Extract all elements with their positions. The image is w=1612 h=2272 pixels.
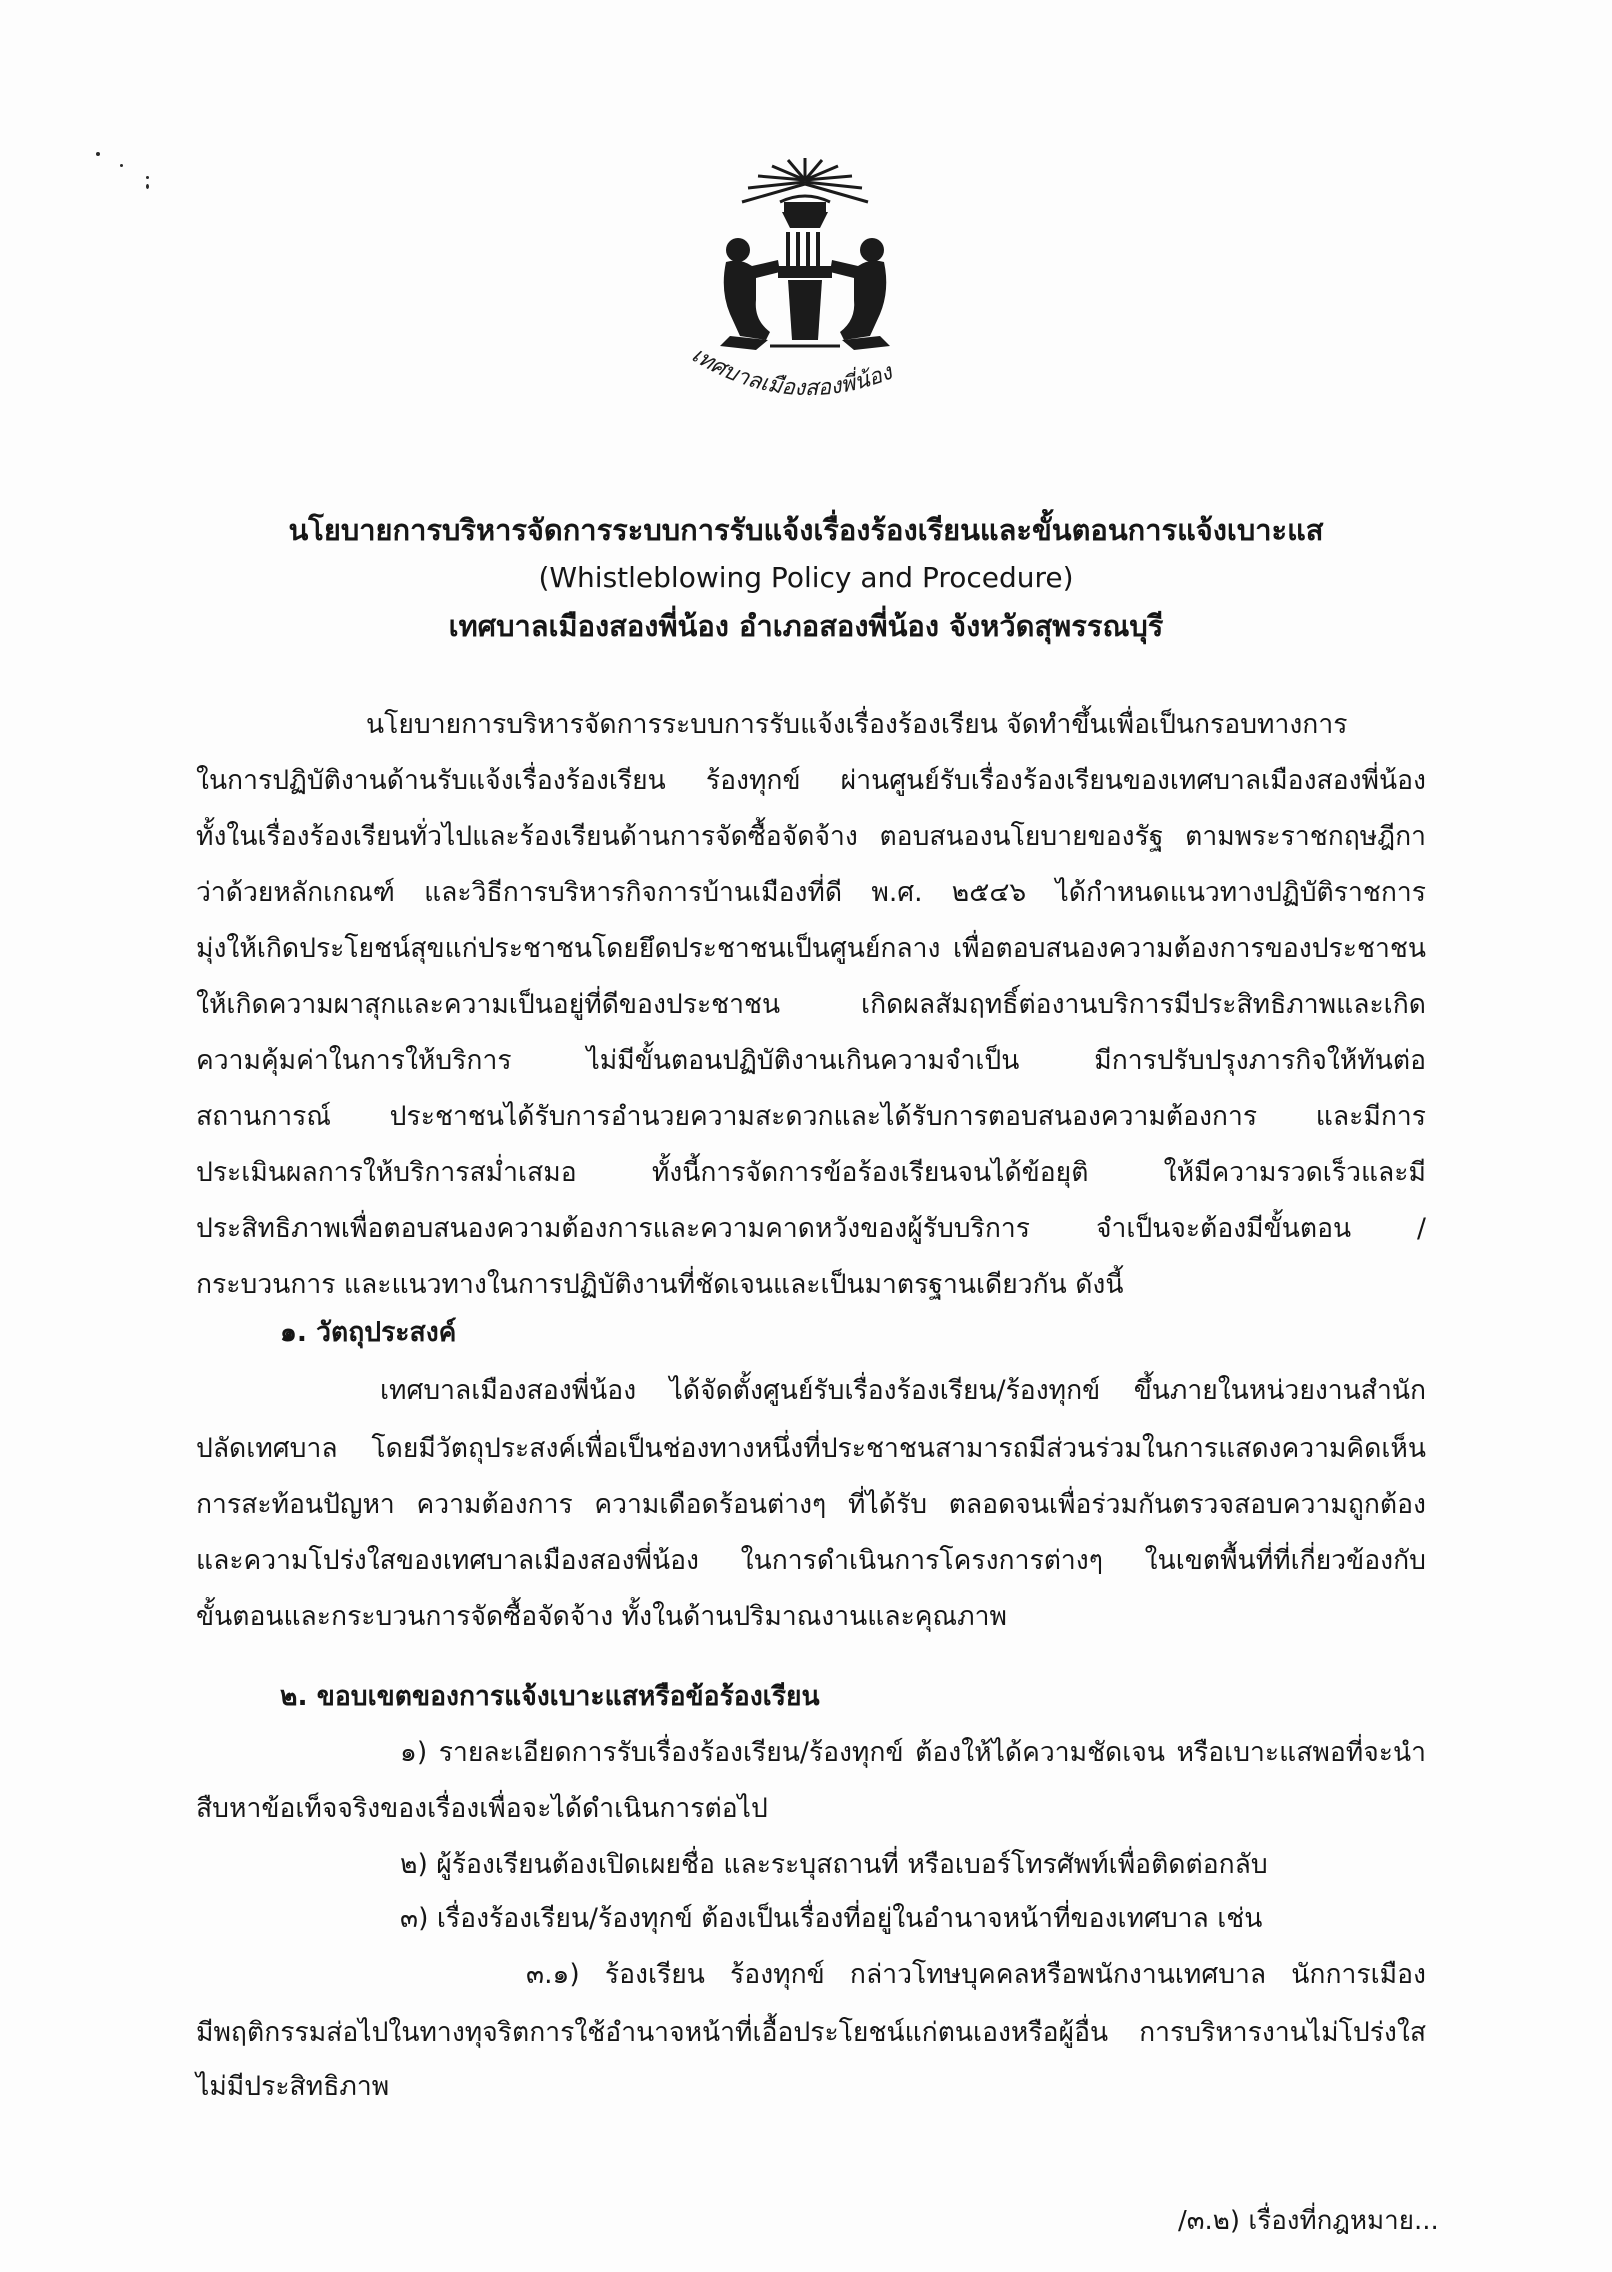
intro-line: สถานการณ์ ประชาชนได้รับการอำนวยความสะดวกและได้รับการตอบสนองความต้องการ และมีการ xyxy=(196,1101,1426,1132)
section-2-item-1: ๑) รายละเอียดการรับเรื่องร้องเรียน/ร้องทุกข์ ต้องให้ได้ความชัดเจน หรือเบาะแสพอที่จะนำ xyxy=(400,1737,1426,1768)
document-title xyxy=(160,506,1452,650)
section-2-item-3-1: ๓.๑) ร้องเรียน ร้องทุกข์ กล่าวโทษบุคคลหรือพนักงานเทศบาล นักการเมือง xyxy=(526,1959,1426,1990)
section-1-line: และความโปร่งใสของเทศบาลเมืองสองพี่น้อง ในการดำเนินการโครงการต่างๆ ในเขตพื้นที่ที่เกี่ยวข้องกับ xyxy=(196,1545,1426,1576)
section-1-line: ปลัดเทศบาล โดยมีวัตถุประสงค์เพื่อเป็นช่องทางหนึ่งที่ประชาชนสามารถมีส่วนร่วมในการแสดงความคิดเห็น xyxy=(196,1433,1426,1464)
intro-line: ให้เกิดความผาสุกและความเป็นอยู่ที่ดีของประชาชน เกิดผลสัมฤทธิ์ต่องานบริการมีประสิทธิภาพและเกิด xyxy=(196,989,1426,1020)
intro-line: มุ่งให้เกิดประโยชน์สุขแก่ประชาชนโดยยึดประชาชนเป็นศูนย์กลาง เพื่อตอบสนองความต้องการของประชาชน xyxy=(196,933,1426,964)
scan-speck xyxy=(146,176,149,179)
svg-text:เทศบาลเมืองสองพี่น้อง xyxy=(687,342,898,401)
section-1-heading: ๑. วัตถุประสงค์ xyxy=(280,1317,457,1348)
intro-line: ประสิทธิภาพเพื่อตอบสนองความต้องการและความคาดหวังของผู้รับบริการ จำเป็นจะต้องมีขั้นตอน / xyxy=(196,1213,1426,1244)
section-1-line: การสะท้อนปัญหา ความต้องการ ความเดือดร้อนต่างๆ ที่ได้รับ ตลอดจนเพื่อร่วมกันตรวจสอบความถูกต้อง xyxy=(196,1489,1426,1520)
scan-speck xyxy=(120,164,123,167)
section-2-item-1-cont: สืบหาข้อเท็จจริงของเรื่องเพื่อจะได้ดำเนินการต่อไป xyxy=(196,1793,768,1824)
section-1-line: ขั้นตอนและกระบวนการจัดซื้อจัดจ้าง ทั้งในด้านปริมาณงานและคุณภาพ xyxy=(196,1601,1007,1632)
intro-line: ในการปฏิบัติงานด้านรับแจ้งเรื่องร้องเรียน ร้องทุกข์ ผ่านศูนย์รับเรื่องร้องเรียนของเทศบาลเมืองสองพี่น้อง xyxy=(196,765,1426,796)
title-line-3: เทศบาลเมืองสองพี่น้อง อำเภอสองพี่น้อง จังหวัดสุพรรณบุรี xyxy=(448,609,1164,643)
continuation-note: /๓.๒) เรื่องที่กฎหมาย... xyxy=(1178,2206,1439,2236)
section-2-heading: ๒. ขอบเขตของการแจ้งเบาะแสหรือข้อร้องเรียน xyxy=(280,1681,820,1712)
intro-line: ทั้งในเรื่องร้องเรียนทั่วไปและร้องเรียนด้านการจัดซื้อจัดจ้าง ตอบสนองนโยบายของรัฐ ตามพระราชกฤษฎีกา xyxy=(196,821,1426,852)
section-2-item-2: ๒) ผู้ร้องเรียนต้องเปิดเผยชื่อ และระบุสถานที่ หรือเบอร์โทรศัพท์เพื่อติดต่อกลับ xyxy=(400,1849,1268,1880)
scan-speck xyxy=(146,184,149,189)
title-line-2: (Whistleblowing Policy and Procedure) xyxy=(538,561,1074,594)
intro-line: ประเมินผลการให้บริการสม่ำเสมอ ทั้งนี้การจัดการข้อร้องเรียนจนได้ข้อยุติ ให้มีความรวดเร็วและมี xyxy=(196,1157,1426,1188)
intro-line: นโยบายการบริหารจัดการระบบการรับแจ้งเรื่องร้องเรียน จัดทำขึ้นเพื่อเป็นกรอบทางการ xyxy=(366,709,1348,740)
seal-caption: เทศบาลเมืองสองพี่น้อง xyxy=(687,342,896,402)
title-line-1: นโยบายการบริหารจัดการระบบการรับแจ้งเรื่องร้องเรียนและขั้นตอนการแจ้งเบาะแส xyxy=(288,513,1324,547)
intro-line: กระบวนการ และแนวทางในการปฏิบัติงานที่ชัดเจนและเป็นมาตรฐานเดียวกัน ดังนี้ xyxy=(196,1269,1124,1300)
intro-line: ความคุ้มค่าในการให้บริการ ไม่มีขั้นตอนปฏิบัติงานเกินความจำเป็น มีการปรับปรุงภารกิจให้ทันต่อ xyxy=(196,1045,1426,1076)
section-2-item-3: ๓) เรื่องร้องเรียน/ร้องทุกข์ ต้องเป็นเรื่องที่อยู่ในอำนาจหน้าที่ของเทศบาล เช่น xyxy=(400,1903,1263,1934)
section-2-item-3-1-cont: ไม่มีประสิทธิภาพ xyxy=(196,2071,390,2102)
municipal-seal-icon xyxy=(660,150,950,410)
section-1-line: เทศบาลเมืองสองพี่น้อง ได้จัดตั้งศูนย์รับเรื่องร้องเรียน/ร้องทุกข์ ขึ้นภายในหน่วยงานสำนัก xyxy=(380,1375,1426,1406)
intro-line: ว่าด้วยหลักเกณฑ์ และวิธีการบริหารกิจการบ้านเมืองที่ดี พ.ศ. ๒๕๔๖ ได้กำหนดแนวทางปฏิบัติราชการ xyxy=(196,877,1426,908)
scan-speck xyxy=(96,152,100,156)
section-2-item-3-1-cont: มีพฤติกรรมส่อไปในทางทุจริตการใช้อำนาจหน้าที่เอื้อประโยชน์แก่ตนเองหรือผู้อื่น การบริหารงานไม่โปร่งใส xyxy=(196,2017,1426,2048)
